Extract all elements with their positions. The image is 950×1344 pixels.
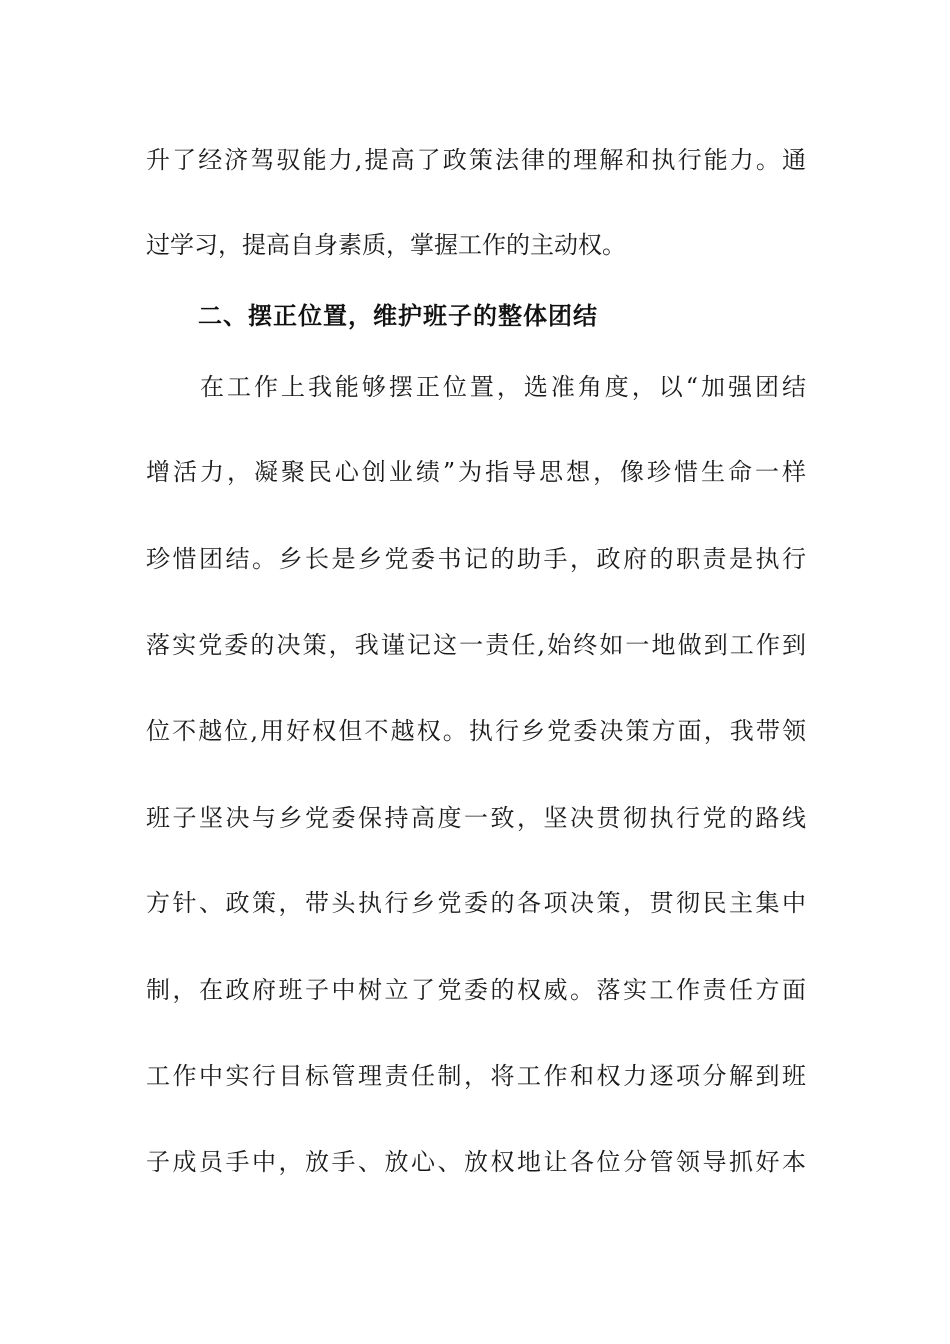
text-line: 班子坚决与乡党委保持高度一致，坚决贯彻执行党的路线: [146, 804, 806, 832]
text-line: 落实党委的决策，我谨记这一责任,始终如一地做到工作到: [146, 631, 806, 659]
text-line: 升了经济驾驭能力,提高了政策法律的理解和执行能力。通: [146, 146, 806, 174]
text-line: 工作中实行目标管理责任制，将工作和权力逐项分解到班: [146, 1062, 806, 1090]
text-line: 过学习，提高自身素质，掌握工作的主动权。: [146, 231, 626, 259]
text-line: 增活力，凝聚民心创业绩”为指导思想，像珍惜生命一样: [146, 458, 806, 486]
text-line: 在工作上我能够摆正位置，选准角度，以“加强团结: [200, 373, 806, 401]
section-heading: 二、摆正位置，维护班子的整体团结: [198, 302, 598, 330]
text-line: 珍惜团结。乡长是乡党委书记的助手，政府的职责是执行: [146, 545, 806, 573]
text-line: 子成员手中，放手、放心、放权地让各位分管领导抓好本: [146, 1148, 806, 1176]
text-line: 方针、政策，带头执行乡党委的各项决策，贯彻民主集中: [146, 889, 806, 917]
text-line: 位不越位,用好权但不越权。执行乡党委决策方面，我带领: [146, 717, 806, 745]
text-line: 制，在政府班子中树立了党委的权威。落实工作责任方面: [146, 976, 806, 1004]
